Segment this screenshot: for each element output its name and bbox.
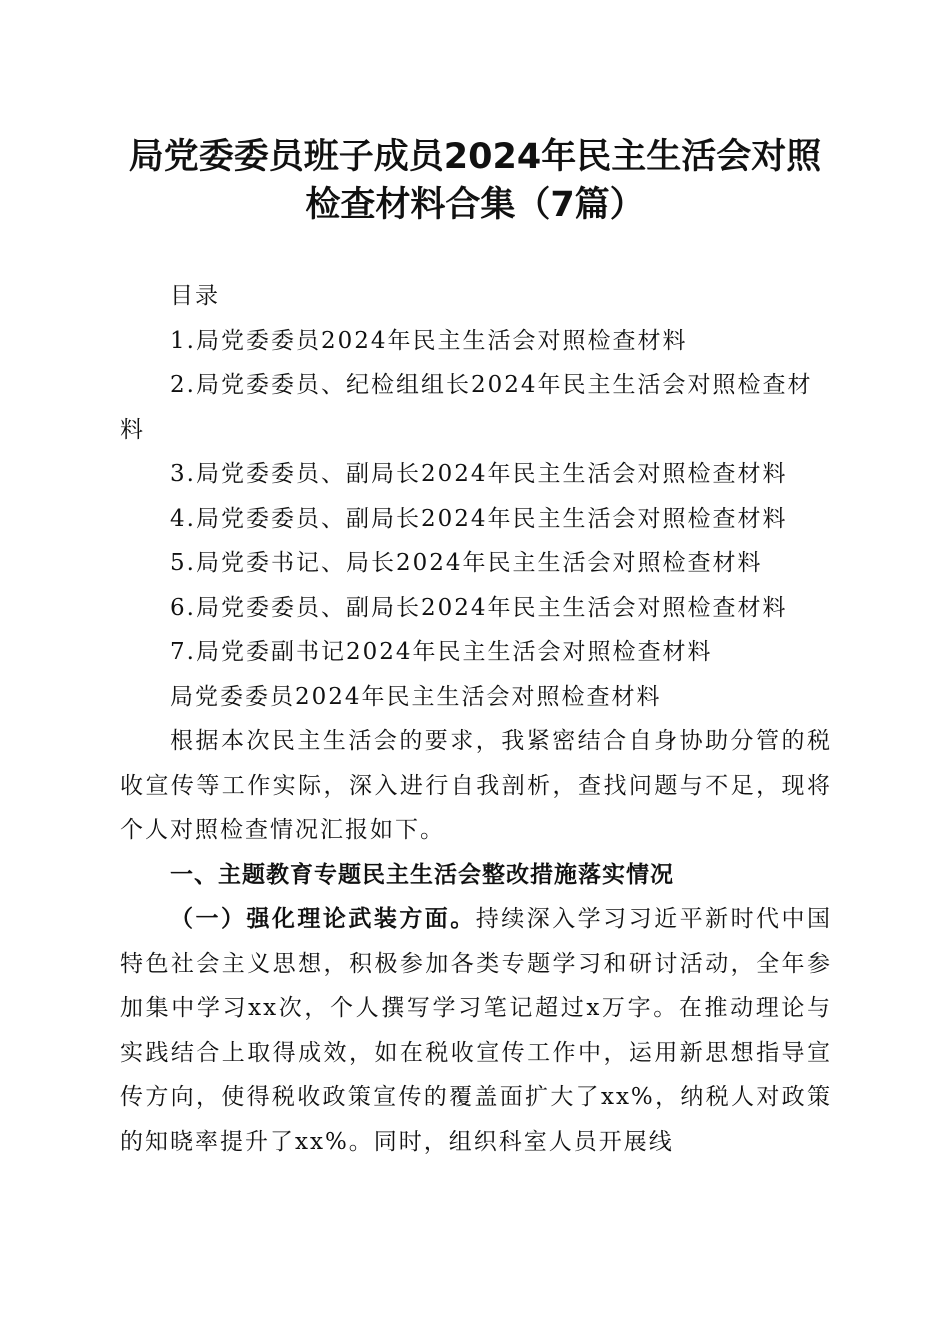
toc-item-6: 6.局党委委员、副局长2024年民主生活会对照检查材料 <box>170 594 788 621</box>
toc-item-1: 1.局党委委员2024年民主生活会对照检查材料 <box>170 327 688 354</box>
document-title <box>100 133 850 229</box>
toc-item-3: 3.局党委委员、副局长2024年民主生活会对照检查材料 <box>170 461 788 487</box>
toc-item-5: 5.局党委书记、局长2024年民主生活会对照检查材料 <box>170 550 763 576</box>
toc-item-2: 2.局党委委员、纪检组组长2024年民主生活会对照检查材料 <box>120 372 813 443</box>
intro-paragraph: 根据本次民主生活会的要求，我紧密结合自身协助分管的税收宣传等工作实际，深入进行自我剖析，查找问题与不足，现将个人对照检查情况汇报如下。 <box>120 728 832 843</box>
section-heading-1: 一、主题教育专题民主生活会整改措施落实情况 <box>170 861 674 888</box>
subsection-paragraph-1 <box>120 897 832 1164</box>
subsection-lead: （一）强化理论武装方面。 <box>170 906 476 932</box>
toc-item-4: 4.局党委委员、副局长2024年民主生活会对照检查材料 <box>170 505 788 532</box>
article-title: 局党委委员2024年民主生活会对照检查材料 <box>170 683 662 710</box>
title-line-2: 检查材料合集（7篇） <box>305 185 645 225</box>
toc-label: 目录 <box>170 283 220 309</box>
subsection-text: 持续深入学习习近平新时代中国特色社会主义思想，积极参加各类专题学习和研讨活动，全年参加集中学习xx次，个人撰写学习笔记超过x万字。在推动理论与实践结合上取得成效，如在税收宣传工作中，运用新思想指导宣传方向，使得税收政策宣传的覆盖面扩大了xx%，纳税人对政策的知晓率提升了xx%。同时，组织科室人员开展线 <box>120 906 833 1155</box>
toc-item-7: 7.局党委副书记2024年民主生活会对照检查材料 <box>170 639 713 665</box>
title-line-1: 局党委委员班子成员2024年民主生活会对照 <box>128 137 822 177</box>
document-body <box>120 274 832 1164</box>
